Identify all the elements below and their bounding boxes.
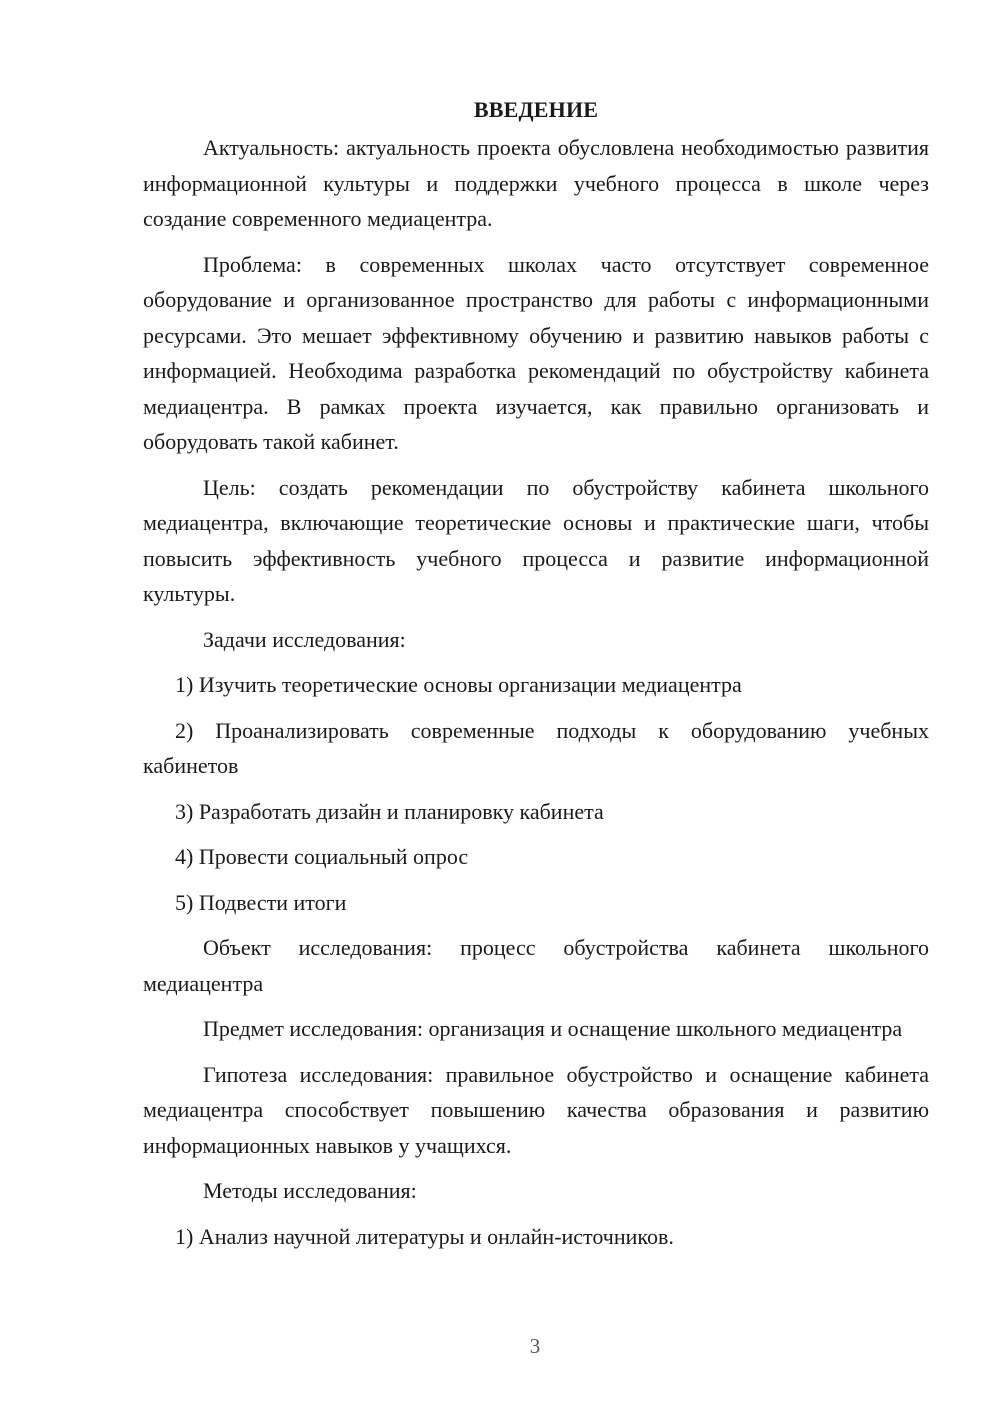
object-paragraph: Объект исследования: процесс обустройства кабинета школьного медиацентра — [143, 935, 929, 996]
problem-paragraph: Проблема: в современных школах часто отсутствует современное оборудование и организованное пространство для работы с информационными ресурсами. Это мешает эффективному обучению и развитию навыков работы с информацией. Необходима разработка рекомендаций по обустройству кабинета медиацентра. В рамках проекта изучается, как правильно организовать и оборудовать такой кабинет. — [143, 251, 929, 454]
task-item-1: 1) Изучить теоретические основы организации медиацентра — [175, 672, 742, 697]
document-page — [143, 92, 929, 1264]
page-number: 3 — [529, 1334, 541, 1358]
task-item-4: 4) Провести социальный опрос — [175, 844, 469, 869]
method-item-1: 1) Анализ научной литературы и онлайн-источников. — [175, 1223, 674, 1249]
task-item-3: 3) Разработать дизайн и планировку кабинета — [175, 798, 604, 824]
task-item-2: 2) Проанализировать современные подходы к оборудованию учебных кабинетов — [143, 717, 929, 778]
task-item-5: 5) Подвести итоги — [175, 889, 347, 915]
goal-paragraph: Цель: создать рекомендации по обустройству кабинета школьного медиацентра, включающие теоретические основы и практические шаги, чтобы повысить эффективность учебного процесса и развитие информационной культуры. — [143, 474, 929, 606]
section-heading: ВВЕДЕНИЕ — [473, 97, 599, 122]
hypothesis-paragraph: Гипотеза исследования: правильное обустройство и оснащение кабинета медиацентра способствует повышению качества образования и развитию информационных навыков у учащихся. — [143, 1061, 929, 1158]
tasks-title: Задачи исследования: — [203, 626, 406, 652]
relevance-paragraph: Актуальность: актуальность проекта обусловлена необходимостью развития информационной культуры и поддержки учебного процесса в школе через создание современного медиацентра. — [143, 135, 929, 231]
subject-paragraph: Предмет исследования: организация и оснащение школьного медиацентра — [203, 1016, 903, 1041]
methods-title: Методы исследования: — [203, 1178, 417, 1203]
